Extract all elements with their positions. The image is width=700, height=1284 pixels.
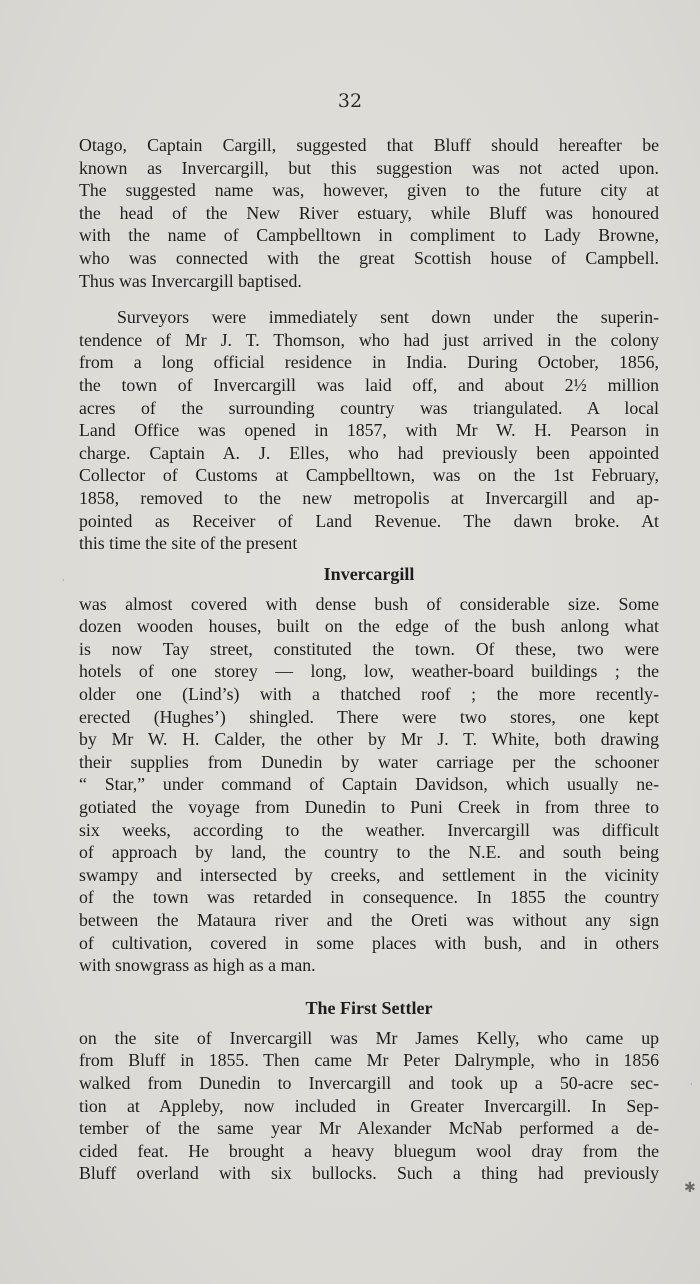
- text-line: on the site of Invercargill was Mr James Kelly, who came up: [79, 1027, 659, 1048]
- page-content: [79, 134, 659, 1185]
- text-line: this time the site of the present: [79, 533, 298, 554]
- text-line: known as Invercargill, but this suggestion was not acted upon.: [79, 157, 659, 178]
- section-heading-first-settler: The First Settler: [305, 997, 433, 1018]
- section-heading-invercargill: Invercargill: [323, 563, 415, 584]
- paragraph-cargill-suggestion: [79, 134, 659, 292]
- text-line: between the Mataura river and the Oreti was without any sign: [79, 910, 659, 930]
- text-line: six weeks, according to the weather. Invercargill was difficult: [79, 819, 659, 840]
- text-line: the head of the New River estuary, while Bluff was honoured: [79, 202, 659, 223]
- heading-gap: [79, 977, 659, 997]
- paragraph-gap: [79, 292, 659, 306]
- text-line: who was connected with the great Scottish house of Campbell.: [79, 247, 659, 268]
- text-line: of cultivation, covered in some places with bush, and in others: [79, 932, 659, 953]
- text-line: tion at Appleby, now included in Greater Invercargill. In Sep-: [79, 1095, 659, 1116]
- text-line: erected (Hughes’) shingled. There were two stores, one kept: [79, 706, 659, 727]
- text-line: from Bluff in 1855. Then came Mr Peter Dalrymple, who in 1856: [79, 1050, 659, 1071]
- paragraph-surveyors: [79, 306, 659, 555]
- text-line: hotels of one storey — long, low, weather-board buildings ; the: [79, 661, 659, 682]
- text-line: with snowgrass as high as a man.: [79, 955, 316, 976]
- text-line: pointed as Receiver of Land Revenue. The dawn broke. At: [79, 510, 659, 531]
- heading-gap: [79, 585, 659, 593]
- text-line: walked from Dunedin to Invercargill and took up a 50-acre sec-: [79, 1072, 659, 1093]
- text-line: older one (Lind’s) with a thatched roof ; the more recently-: [79, 684, 659, 705]
- paper-speck-icon: ·: [62, 576, 65, 585]
- text-line: of the town was retarded in consequence. In 1855 the country: [79, 887, 659, 908]
- text-line: is now Tay street, constituted the town. Of these, two were: [79, 638, 659, 659]
- heading-gap: [79, 1019, 659, 1027]
- text-line: Collector of Customs at Campbelltown, was on the 1st February,: [79, 465, 659, 486]
- text-line: The suggested name was, however, given to the future city at: [79, 180, 659, 201]
- text-line: 1858, removed to the new metropolis at Invercargill and ap-: [79, 487, 659, 508]
- heading-gap: [79, 555, 659, 563]
- text-line: Otago, Captain Cargill, suggested that Bluff should hereafter be: [79, 135, 659, 155]
- page-number: 32: [337, 90, 363, 112]
- text-line: Land Office was opened in 1857, with Mr W. H. Pearson in: [79, 420, 659, 441]
- text-line: Thus was Invercargill baptised.: [79, 270, 302, 291]
- text-line: from a long official residence in India. During October, 1856,: [79, 352, 659, 373]
- text-line: gotiated the voyage from Dunedin to Puni Creek in from three to: [79, 797, 659, 818]
- text-line: swampy and intersected by creeks, and settlement in the vicinity: [79, 864, 659, 885]
- paragraph-first-settler: [79, 1027, 659, 1185]
- text-line: Surveyors were immediately sent down under the superin-: [117, 307, 659, 328]
- text-line: by Mr W. H. Calder, the other by Mr J. T. White, both drawing: [79, 729, 659, 750]
- text-line: charge. Captain A. J. Elles, who had previously been appointed: [79, 442, 659, 463]
- text-line: with the name of Campbelltown in compliment to Lady Browne,: [79, 225, 659, 246]
- text-line: their supplies from Dunedin by water carriage per the schooner: [79, 751, 659, 772]
- text-line: dozen wooden houses, built on the edge of the bush anlong what: [79, 616, 659, 637]
- text-line: tember of the same year Mr Alexander McNab performed a de-: [79, 1118, 659, 1139]
- paper-mark-icon: ✱: [684, 1180, 696, 1196]
- text-line: was almost covered with dense bush of considerable size. Some: [79, 593, 659, 614]
- text-line: the town of Invercargill was laid off, and about 2½ million: [79, 374, 659, 395]
- text-line: “ Star,” under command of Captain Davidson, which usually ne-: [79, 774, 659, 795]
- paragraph-invercargill-town: [79, 593, 659, 977]
- text-line: acres of the surrounding country was triangulated. A local: [79, 397, 659, 418]
- text-line: cided feat. He brought a heavy bluegum wool dray from the: [79, 1140, 659, 1161]
- paper-speck-icon: ·: [690, 1080, 693, 1089]
- text-line: Bluff overland with six bullocks. Such a thing had previously: [79, 1163, 659, 1184]
- text-line: tendence of Mr J. T. Thomson, who had just arrived in the colony: [79, 329, 659, 350]
- text-line: of approach by land, the country to the N.E. and south being: [79, 842, 659, 863]
